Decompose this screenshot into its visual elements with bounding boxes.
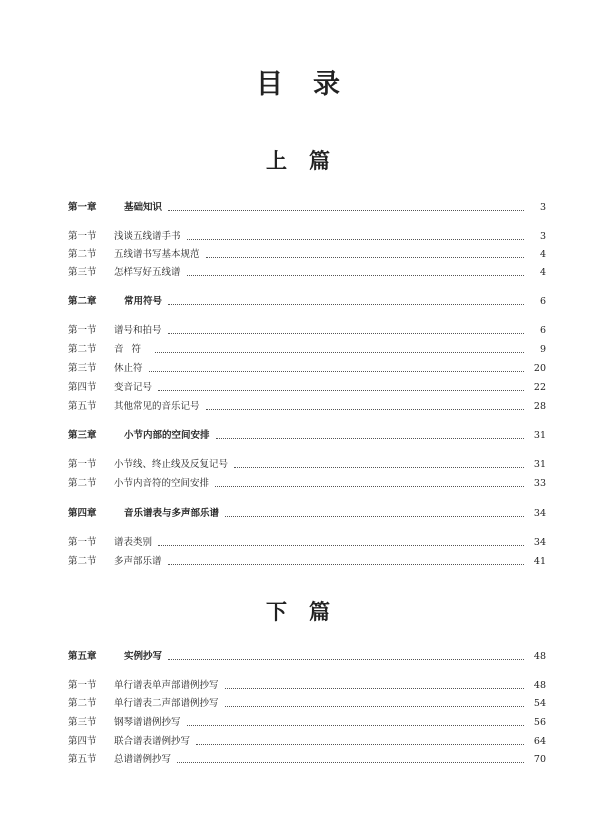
section-title: 联合谱表谱例抄写 <box>114 736 191 747</box>
page-number: 41 <box>533 556 546 567</box>
dot-leader <box>206 408 524 410</box>
dot-leader <box>149 370 524 372</box>
section-title: 总谱谱例抄写 <box>114 754 172 765</box>
page-number: 64 <box>533 736 546 747</box>
dot-leader <box>187 238 524 240</box>
section-title: 谱表类别 <box>114 537 153 548</box>
section-title: 怎样写好五线谱 <box>114 267 181 278</box>
section-title: 其他常见的音乐记号 <box>114 401 200 412</box>
section-number: 第四节 <box>68 382 97 393</box>
section-number: 第四节 <box>68 736 97 747</box>
section-title: 单行谱表二声部谱例抄写 <box>114 698 219 709</box>
toc-section[interactable] <box>68 735 546 749</box>
dot-leader <box>206 256 524 258</box>
section-number: 第二节 <box>68 249 97 260</box>
chapter-title: 小节内部的空间安排 <box>124 430 210 441</box>
page-number: 6 <box>539 325 546 336</box>
toc-section[interactable] <box>68 266 546 280</box>
section-number: 第一节 <box>68 537 97 548</box>
page-number: 54 <box>533 698 546 709</box>
toc-section[interactable] <box>68 555 546 569</box>
section-title: 变音记号 <box>114 382 153 393</box>
section-title: 音符 <box>114 344 150 355</box>
page-number: 31 <box>533 430 546 441</box>
toc-section[interactable] <box>68 362 546 376</box>
toc-chapter-5[interactable] <box>68 650 546 664</box>
dot-leader <box>196 743 524 745</box>
dot-leader <box>168 332 524 334</box>
toc-section[interactable] <box>68 536 546 550</box>
page-number: 9 <box>539 344 546 355</box>
page-number: 70 <box>533 754 546 765</box>
page-number: 4 <box>539 267 546 278</box>
toc-section[interactable] <box>68 400 546 414</box>
section-title: 钢琴谱谱例抄写 <box>114 717 181 728</box>
section-number: 第二节 <box>68 478 97 489</box>
chapter-title: 常用符号 <box>124 296 163 307</box>
toc-section[interactable] <box>68 381 546 395</box>
page-number: 28 <box>533 401 546 412</box>
chapter-number: 第二章 <box>68 296 97 307</box>
dot-leader <box>168 658 524 660</box>
dot-leader <box>225 687 524 689</box>
chapter-title: 音乐谱表与多声部乐谱 <box>124 508 220 519</box>
dot-leader <box>158 389 524 391</box>
chapter-title: 基础知识 <box>124 202 163 213</box>
chapter-number: 第三章 <box>68 430 97 441</box>
section-number: 第五节 <box>68 401 97 412</box>
dot-leader <box>187 274 524 276</box>
dot-leader <box>187 724 524 726</box>
toc-chapter-3[interactable] <box>68 429 546 443</box>
part-title-lower: 下篇 <box>266 599 352 624</box>
page-number: 56 <box>533 717 546 728</box>
section-title: 小节线、终止线及反复记号 <box>114 459 229 470</box>
section-title: 浅谈五线谱手书 <box>114 231 181 242</box>
toc-chapter-1[interactable] <box>68 201 546 215</box>
dot-leader <box>168 209 524 211</box>
page-number: 33 <box>533 478 546 489</box>
section-number: 第五节 <box>68 754 97 765</box>
toc-section[interactable] <box>68 679 546 693</box>
dot-leader <box>177 761 524 763</box>
toc-section[interactable] <box>68 458 546 472</box>
chapter-number: 第一章 <box>68 202 97 213</box>
page-number: 3 <box>539 202 546 213</box>
section-number: 第一节 <box>68 459 97 470</box>
toc-section[interactable] <box>68 324 546 338</box>
chapter-number: 第四章 <box>68 508 97 519</box>
dot-leader <box>216 437 524 439</box>
section-number: 第三节 <box>68 267 97 278</box>
section-title: 五线谱书写基本规范 <box>114 249 200 260</box>
toc-section[interactable] <box>68 716 546 730</box>
toc-section[interactable] <box>68 343 546 357</box>
toc-section[interactable] <box>68 753 546 767</box>
toc-section[interactable] <box>68 697 546 711</box>
toc-section[interactable] <box>68 477 546 491</box>
dot-leader <box>158 544 524 546</box>
page-number: 34 <box>533 537 546 548</box>
dot-leader <box>225 705 524 707</box>
dot-leader <box>168 303 524 305</box>
section-number: 第二节 <box>68 344 97 355</box>
page-number: 31 <box>533 459 546 470</box>
section-number: 第一节 <box>68 325 97 336</box>
toc-section[interactable] <box>68 230 546 244</box>
chapter-number: 第五章 <box>68 651 97 662</box>
page-number: 3 <box>539 231 546 242</box>
section-title: 休止符 <box>114 363 143 374</box>
section-number: 第一节 <box>68 680 97 691</box>
section-number: 第三节 <box>68 717 97 728</box>
section-title: 谱号和拍号 <box>114 325 162 336</box>
section-title: 小节内音符的空间安排 <box>114 478 210 489</box>
toc-chapter-4[interactable] <box>68 507 546 521</box>
toc-section[interactable] <box>68 248 546 262</box>
dot-leader <box>155 351 524 353</box>
page-number: 48 <box>533 680 546 691</box>
page-number: 4 <box>539 249 546 260</box>
toc-chapter-2[interactable] <box>68 295 546 309</box>
page-number: 20 <box>533 363 546 374</box>
dot-leader <box>215 485 524 487</box>
page-number: 34 <box>533 508 546 519</box>
page-number: 22 <box>533 382 546 393</box>
dot-leader <box>225 515 524 517</box>
dot-leader <box>234 466 524 468</box>
section-number: 第二节 <box>68 698 97 709</box>
section-number: 第三节 <box>68 363 97 374</box>
chapter-title: 实例抄写 <box>124 651 163 662</box>
section-number: 第一节 <box>68 231 97 242</box>
page-number: 6 <box>539 296 546 307</box>
section-title: 多声部乐谱 <box>114 556 162 567</box>
dot-leader <box>168 563 524 565</box>
part-title-upper: 上篇 <box>266 148 352 173</box>
page-title: 目录 <box>256 69 370 100</box>
page-number: 48 <box>533 651 546 662</box>
section-number: 第二节 <box>68 556 97 567</box>
section-title: 单行谱表单声部谱例抄写 <box>114 680 219 691</box>
